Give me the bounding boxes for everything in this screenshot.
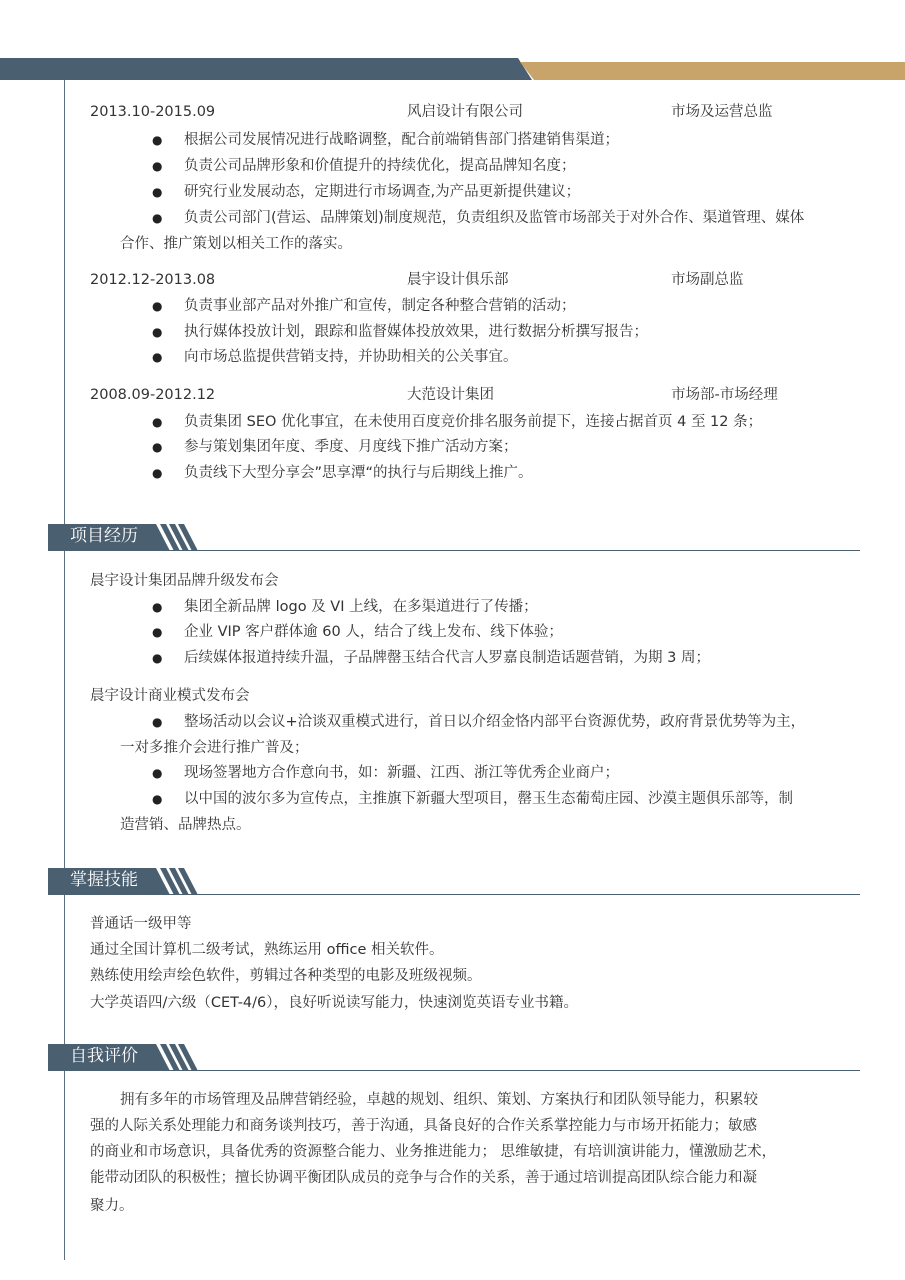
experience-company: 大范设计集团	[407, 387, 494, 403]
header-band	[0, 0, 905, 90]
bullet-text: 负责线下大型分享会”思享潭“的执行与后期线上推广。	[184, 465, 533, 481]
bullet-text: 负责事业部产品对外推广和宣传，制定各种整合营销的活动；	[184, 298, 576, 314]
experience-company: 风启设计有限公司	[407, 104, 523, 120]
bullet-icon: ●	[152, 159, 163, 173]
bullet-icon: ●	[152, 185, 163, 199]
timeline-line	[64, 80, 65, 1260]
skill-item: 熟练使用绘声绘色软件，剪辑过各种类型的电影及班级视频。	[90, 968, 482, 984]
bullet-text: 后续媒体报道持续升温，子品牌罄玉结合代言人罗嘉良制造话题营销，为期 3 周；	[184, 650, 710, 666]
section-header-ribbon-icon	[48, 524, 860, 554]
skill-item: 大学英语四/六级（CET-4/6），良好听说读写能力，快速浏览英语专业书籍。	[90, 995, 579, 1011]
experience-date: 2012.12-2013.08	[90, 272, 216, 288]
bullet-icon: ●	[152, 350, 163, 364]
bullet-text: 现场签署地方合作意向书，如：新疆、江西、浙江等优秀企业商户；	[184, 765, 619, 781]
bullet-icon: ●	[152, 299, 163, 313]
skill-item: 普通话一级甲等	[90, 916, 192, 932]
bullet-text-continued: 造营销、品牌热点。	[120, 817, 251, 833]
bullet-icon: ●	[152, 466, 163, 480]
bullet-icon: ●	[152, 600, 163, 614]
bullet-text-continued: 合作、推广策划以相关工作的落实。	[120, 236, 352, 252]
self-eval-line: 强的人际关系处理能力和商务谈判技巧，善于沟通，具备良好的合作关系掌控能力与市场开拓能力；敏感	[90, 1118, 757, 1134]
bullet-text-continued: 一对多推介会进行推广普及；	[120, 740, 309, 756]
bullet-icon: ●	[152, 651, 163, 665]
experience-position: 市场部-市场经理	[671, 387, 778, 403]
section-header-skills	[48, 868, 860, 898]
project-name: 晨宇设计商业模式发布会	[90, 688, 250, 704]
bullet-icon: ●	[152, 766, 163, 780]
bullet-text: 负责集团 SEO 优化事宜，在未使用百度竞价排名服务前提下，连接占据首页 4 至 12 条；	[184, 414, 763, 430]
skill-item: 通过全国计算机二级考试，熟练运用 office 相关软件。	[90, 942, 444, 958]
section-header-ribbon-icon	[48, 868, 860, 898]
bullet-text: 企业 VIP 客户群体逾 60 人，结合了线上发布、线下体验；	[184, 624, 563, 640]
bullet-text: 负责公司部门(营运、品牌策划)制度规范，负责组织及监管市场部关于对外合作、渠道管理、媒体	[184, 210, 805, 226]
bullet-icon: ●	[152, 440, 163, 454]
bullet-icon: ●	[152, 211, 163, 225]
self-eval-line: 的商业和市场意识，具备优秀的资源整合能力、业务推进能力； 思维敏捷，有培训演讲能力，懂激励艺术，	[90, 1144, 777, 1160]
bullet-text: 向市场总监提供营销支持，并协助相关的公关事宜。	[184, 349, 518, 365]
experience-position: 市场副总监	[671, 272, 744, 288]
bullet-icon: ●	[152, 792, 163, 806]
section-header-ribbon-icon	[48, 1044, 860, 1074]
experience-date: 2008.09-2012.12	[90, 387, 216, 403]
bullet-text: 研究行业发展动态，定期进行市场调查,为产品更新提供建议；	[184, 184, 581, 200]
self-eval-line: 聚力。	[90, 1198, 134, 1214]
bullet-icon: ●	[152, 625, 163, 639]
bullet-icon: ●	[152, 415, 163, 429]
bullet-text: 整场活动以会议+洽谈双重模式进行，首日以介绍金恪内部平台资源优势，政府背景优势等为主，	[184, 714, 806, 730]
bullet-icon: ●	[152, 325, 163, 339]
bullet-text: 参与策划集团年度、季度、月度线下推广活动方案；	[184, 439, 518, 455]
project-name: 晨宇设计集团品牌升级发布会	[90, 573, 279, 589]
experience-date: 2013.10-2015.09	[90, 104, 216, 120]
self-eval-line: 能带动团队的积极性；擅长协调平衡团队成员的竞争与合作的关系，善于通过培训提高团队综合能力和凝	[90, 1170, 757, 1186]
bullet-text: 集团全新品牌 logo 及 VI 上线，在多渠道进行了传播；	[184, 599, 538, 615]
section-header-projects	[48, 524, 860, 554]
bullet-text: 根据公司发展情况进行战略调整，配合前端销售部门搭建销售渠道；	[184, 132, 619, 148]
section-title: 项目经历	[70, 526, 138, 546]
bullet-text: 以中国的波尔多为宣传点，主推旗下新疆大型项目，罄玉生态葡萄庄园、沙漠主题俱乐部等，制	[184, 791, 793, 807]
section-title: 掌握技能	[70, 870, 138, 890]
section-title: 自我评价	[70, 1046, 138, 1066]
bullet-text: 执行媒体投放计划，跟踪和监督媒体投放效果，进行数据分析撰写报告；	[184, 324, 648, 340]
self-eval-line: 拥有多年的市场管理及品牌营销经验，卓越的规划、组织、策划、方案执行和团队领导能力，积累较	[120, 1092, 758, 1108]
bullet-text: 负责公司品牌形象和价值提升的持续优化，提高品牌知名度；	[184, 158, 576, 174]
experience-position: 市场及运营总监	[671, 104, 773, 120]
section-header-self-eval	[48, 1044, 860, 1074]
bullet-icon: ●	[152, 715, 163, 729]
bullet-icon: ●	[152, 133, 163, 147]
experience-company: 晨宇设计俱乐部	[407, 272, 509, 288]
